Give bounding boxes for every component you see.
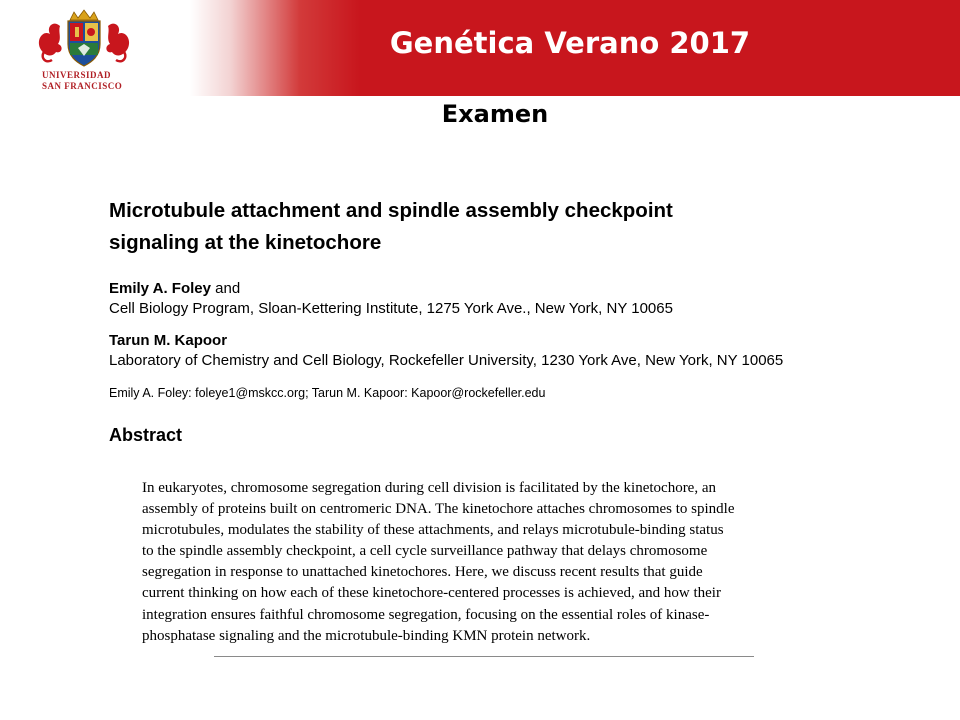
coat-of-arms-icon: [34, 8, 134, 70]
author-name-kapoor: Tarun M. Kapoor: [109, 332, 228, 349]
paper-title-line-2: signaling at the kinetochore: [109, 231, 382, 254]
paper-title: [109, 195, 869, 259]
author-name-foley: Emily A. Foley: [109, 280, 211, 297]
slide-header-title: Genética Verano 2017: [389, 26, 751, 60]
abstract-line: to the spindle assembly checkpoint, a cell cycle surveillance pathway that delays chromosome: [142, 543, 708, 560]
abstract-line: segregation in response to unattached kinetochores. Here, we discuss recent results that guide: [142, 564, 703, 581]
abstract-line: phosphatase signaling and the microtubule-binding KMN protein network.: [142, 627, 591, 644]
bottom-divider: [214, 656, 754, 657]
author-emails: Emily A. Foley: foleye1@mskcc.org; Tarun M. Kapoor: Kapoor@rockefeller.edu: [109, 386, 546, 400]
slide-subtitle: Examen: [441, 100, 549, 128]
author-block-kapoor: [109, 331, 869, 371]
abstract-heading: Abstract: [109, 425, 183, 445]
abstract-line: In eukaryotes, chromosome segregation during cell division is facilitated by the kinetochore, an: [142, 480, 716, 496]
university-logo: [34, 8, 134, 92]
abstract-line: integration ensures faithful chromosome segregation, focusing on the essential roles of kinase-: [142, 606, 710, 623]
author-joiner: and: [210, 280, 241, 297]
logo-san-francisco-label: SAN FRANCISCO: [42, 81, 123, 91]
author-affiliation-foley: Cell Biology Program, Sloan-Kettering Institute, 1275 York Ave., New York, NY 10065: [109, 300, 673, 317]
paper-excerpt: [109, 195, 869, 446]
abstract-line: microtubules, modulates the stability of these attachments, and relays microtubule-binding status: [142, 522, 724, 539]
logo-university-label: UNIVERSIDAD: [42, 70, 112, 80]
author-block-foley: [109, 279, 869, 319]
abstract-body: [142, 478, 842, 647]
paper-title-line-1: Microtubule attachment and spindle assembly checkpoint: [109, 199, 673, 222]
author-list: [109, 279, 869, 403]
abstract-line: assembly of proteins built on centromeric DNA. The kinetochore attaches chromosomes to spindle: [142, 501, 735, 518]
author-affiliation-kapoor: Laboratory of Chemistry and Cell Biology, Rockefeller University, 1230 York Ave, New York, NY 10065: [109, 352, 784, 369]
abstract-line: current thinking on how each of these kinetochore-centered processes is achieved, and how their: [142, 585, 721, 602]
